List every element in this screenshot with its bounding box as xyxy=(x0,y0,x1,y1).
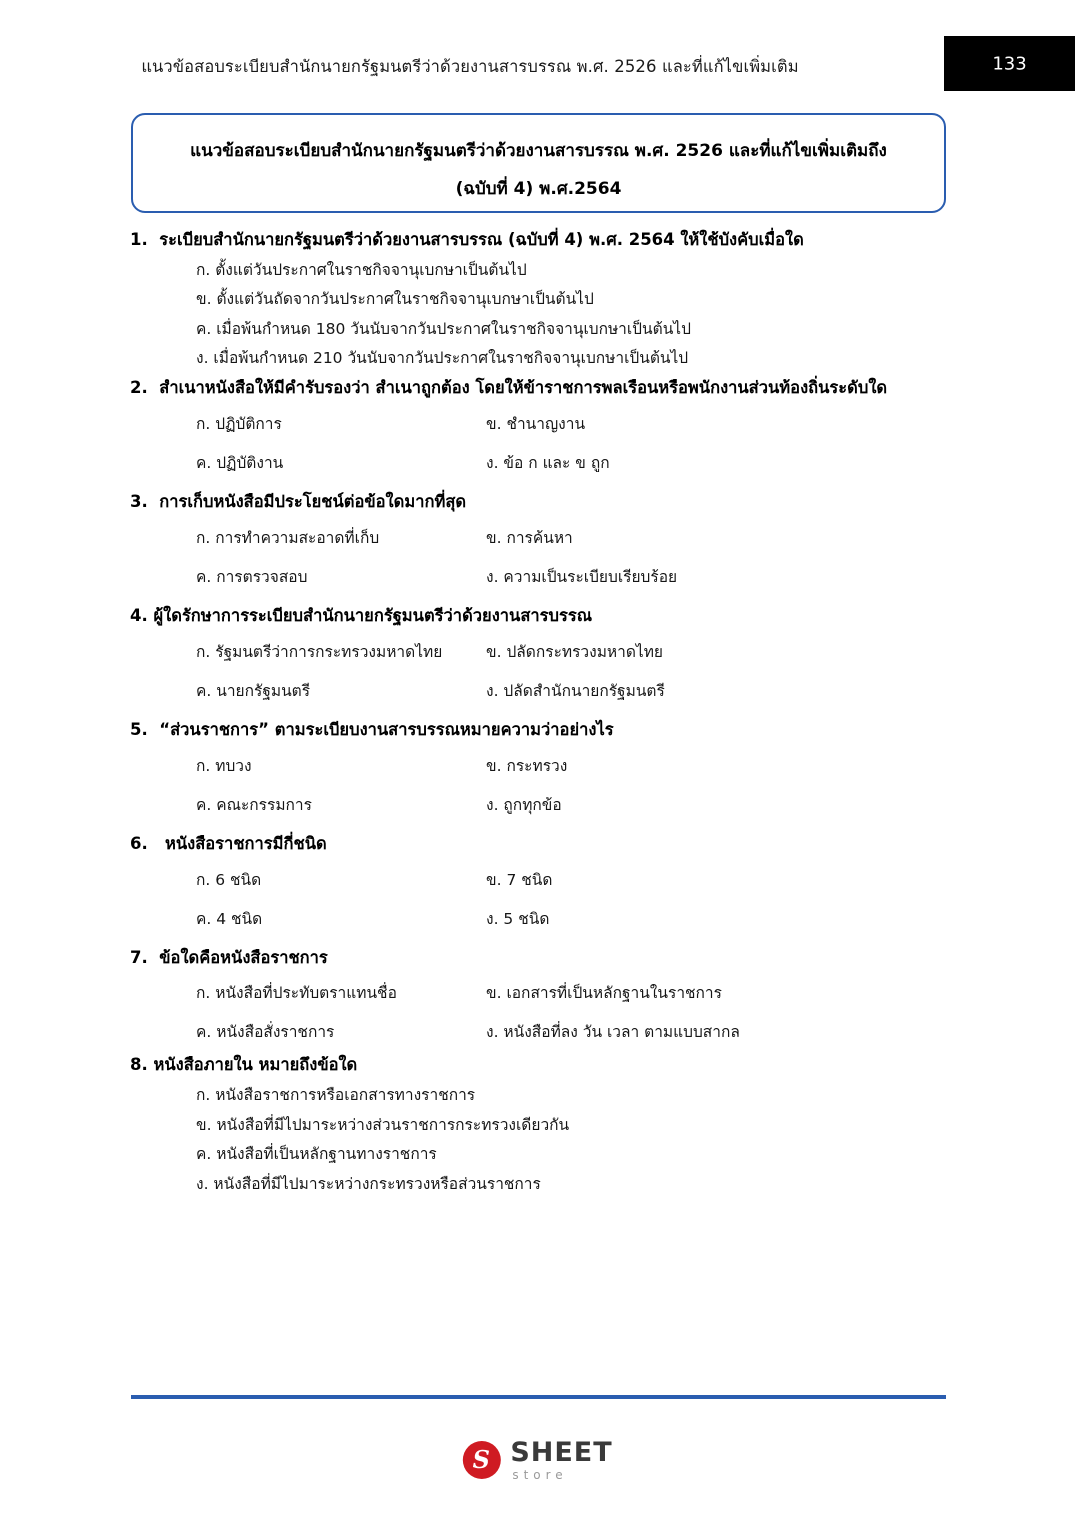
question-number: 7. xyxy=(130,947,148,967)
choice-list xyxy=(0,969,1075,1051)
choice-option[interactable]: ง. ความเป็นระเบียบเรียบร้อย xyxy=(486,567,678,586)
page-number: 133 xyxy=(992,53,1027,74)
choice-option[interactable]: ก. ปฏิบัติการ xyxy=(196,414,282,433)
question-text xyxy=(0,376,1075,400)
question-text xyxy=(0,718,1075,742)
choice-list xyxy=(0,628,1075,710)
choice-option[interactable]: ค. คณะกรรมการ xyxy=(196,795,312,814)
choice-option[interactable]: ก. หนังสือที่ประทับตราแทนชื่อ xyxy=(196,984,397,1003)
question-number: 6. xyxy=(130,833,148,853)
choice-option[interactable]: ก. ตั้งแต่วันประกาศในราชกิจจานุเบกษาเป็นต้นไป xyxy=(196,260,527,279)
document-title-banner xyxy=(131,113,946,213)
choice-list xyxy=(0,1077,1075,1199)
choice-list xyxy=(0,742,1075,824)
question-text xyxy=(0,604,1075,628)
choice-option[interactable]: ข. ปลัดกระทรวงมหาดไทย xyxy=(486,642,664,661)
question-item xyxy=(0,946,1075,1052)
question-number: 1. xyxy=(130,230,148,249)
choice-option[interactable]: ค. นายกรัฐมนตรี xyxy=(196,681,311,700)
question-item xyxy=(0,718,1075,824)
page-number-badge xyxy=(944,36,1075,91)
question-item xyxy=(0,228,1075,374)
question-list xyxy=(0,228,1075,1201)
question-text xyxy=(0,832,1075,856)
running-header-title: แนวข้อสอบระเบียบสำนักนายกรัฐมนตรีว่าด้วยงานสารบรรณ พ.ศ. 2526 และที่แก้ไขเพิ่มเติม xyxy=(141,57,799,76)
brand-wordmark xyxy=(510,1439,612,1481)
footer-brand-logo xyxy=(462,1439,612,1481)
choice-option[interactable]: ข. การค้นหา xyxy=(486,528,573,547)
page-header xyxy=(0,0,1075,100)
choice-option[interactable]: ข. ตั้งแต่วันถัดจากวันประกาศในราชกิจจานุเบกษาเป็นต้นไป xyxy=(196,290,594,309)
footer-divider xyxy=(131,1395,946,1399)
question-body: ผู้ใดรักษาการระเบียบสำนักนายกรัฐมนตรีว่าด้วยงานสารบรรณ xyxy=(153,605,593,625)
question-body: “ส่วนราชการ” ตามระเบียบงานสารบรรณหมายความว่าอย่างไร xyxy=(159,719,614,739)
choice-option[interactable]: ค. หนังสือสั่งราชการ xyxy=(196,1023,335,1042)
question-body: ข้อใดคือหนังสือราชการ xyxy=(159,947,328,967)
choice-option[interactable]: ง. ข้อ ก และ ข ถูก xyxy=(486,453,610,472)
question-body: หนังสือราชการมีกี่ชนิด xyxy=(159,833,327,853)
question-item xyxy=(0,376,1075,482)
choice-option[interactable]: ค. หนังสือที่เป็นหลักฐานทางราชการ xyxy=(196,1145,437,1164)
choice-list xyxy=(0,856,1075,938)
choice-option[interactable]: ข. หนังสือที่มีไปมาระหว่างส่วนราชการกระทรวงเดียวกัน xyxy=(196,1115,570,1134)
brand-name-primary: SHEET xyxy=(510,1437,613,1468)
choice-option[interactable]: ข. ชำนาญงาน xyxy=(486,414,586,433)
choice-option[interactable]: ก. ทบวง xyxy=(196,756,252,775)
question-item xyxy=(0,490,1075,596)
question-text xyxy=(0,228,1075,252)
choice-option[interactable]: ข. เอกสารที่เป็นหลักฐานในราชการ xyxy=(486,984,722,1003)
sheet-store-logo-icon xyxy=(462,1441,500,1479)
question-text xyxy=(0,1053,1075,1077)
choice-option[interactable]: ง. ถูกทุกข้อ xyxy=(486,795,562,814)
question-number: 2. xyxy=(130,377,148,397)
choice-option[interactable]: ข. กระทรวง xyxy=(486,756,568,775)
question-item xyxy=(0,1053,1075,1199)
question-body: การเก็บหนังสือมีประโยชน์ต่อข้อใดมากที่สุด xyxy=(159,491,467,511)
choice-option[interactable]: ก. หนังสือราชการหรือเอกสารทางราชการ xyxy=(196,1086,476,1105)
banner-title-line-1: แนวข้อสอบระเบียบสำนักนายกรัฐมนตรีว่าด้วยงานสารบรรณ พ.ศ. 2526 และที่แก้ไขเพิ่มเติมถึง xyxy=(190,141,887,161)
question-number: 3. xyxy=(130,491,148,511)
question-number: 4. xyxy=(130,605,148,625)
choice-option[interactable]: ง. เมื่อพ้นกำหนด 210 วันนับจากวันประกาศในราชกิจจานุเบกษาเป็นต้นไป xyxy=(196,349,689,368)
choice-option[interactable]: ก. 6 ชนิด xyxy=(196,870,262,889)
choice-list xyxy=(0,514,1075,596)
choice-list xyxy=(0,400,1075,482)
banner-title-line-2: (ฉบับที่ 4) พ.ศ.2564 xyxy=(455,179,622,199)
question-item xyxy=(0,832,1075,938)
choice-option[interactable]: ง. หนังสือที่มีไปมาระหว่างกระทรวงหรือส่วนราชการ xyxy=(196,1174,541,1193)
choice-option[interactable]: ก. รัฐมนตรีว่าการกระทรวงมหาดไทย xyxy=(196,642,443,661)
choice-option[interactable]: ค. การตรวจสอบ xyxy=(196,567,308,586)
question-body: สำเนาหนังสือให้มีคำรับรองว่า สำเนาถูกต้อง โดยให้ข้าราชการพลเรือนหรือพนักงานส่วนท้องถิ่นระดับใด xyxy=(159,377,888,397)
question-number: 5. xyxy=(130,719,148,739)
question-number: 8. xyxy=(130,1055,148,1075)
question-body: หนังสือภายใน หมายถึงข้อใด xyxy=(153,1055,358,1075)
choice-option[interactable]: ค. เมื่อพ้นกำหนด 180 วันนับจากวันประกาศในราชกิจจานุเบกษาเป็นต้นไป xyxy=(196,319,691,338)
choice-option[interactable]: ค. ปฏิบัติงาน xyxy=(196,453,284,472)
choice-option[interactable]: ง. ปลัดสำนักนายกรัฐมนตรี xyxy=(486,681,665,700)
choice-option[interactable]: ข. 7 ชนิด xyxy=(486,870,553,889)
choice-option[interactable]: ค. 4 ชนิด xyxy=(196,909,263,928)
choice-option[interactable]: ก. การทำความสะอาดที่เก็บ xyxy=(196,528,380,547)
question-item xyxy=(0,604,1075,710)
choice-option[interactable]: ง. หนังสือที่ลง วัน เวลา ตามแบบสากล xyxy=(486,1023,740,1042)
question-text xyxy=(0,946,1075,970)
choice-list xyxy=(0,252,1075,374)
question-body: ระเบียบสำนักนายกรัฐมนตรีว่าด้วยงานสารบรรณ (ฉบับที่ 4) พ.ศ. 2564 ให้ใช้บังคับเมื่อใด xyxy=(159,230,804,249)
choice-option[interactable]: ง. 5 ชนิด xyxy=(486,909,550,928)
brand-name-secondary: store xyxy=(512,1468,568,1482)
question-text xyxy=(0,490,1075,514)
